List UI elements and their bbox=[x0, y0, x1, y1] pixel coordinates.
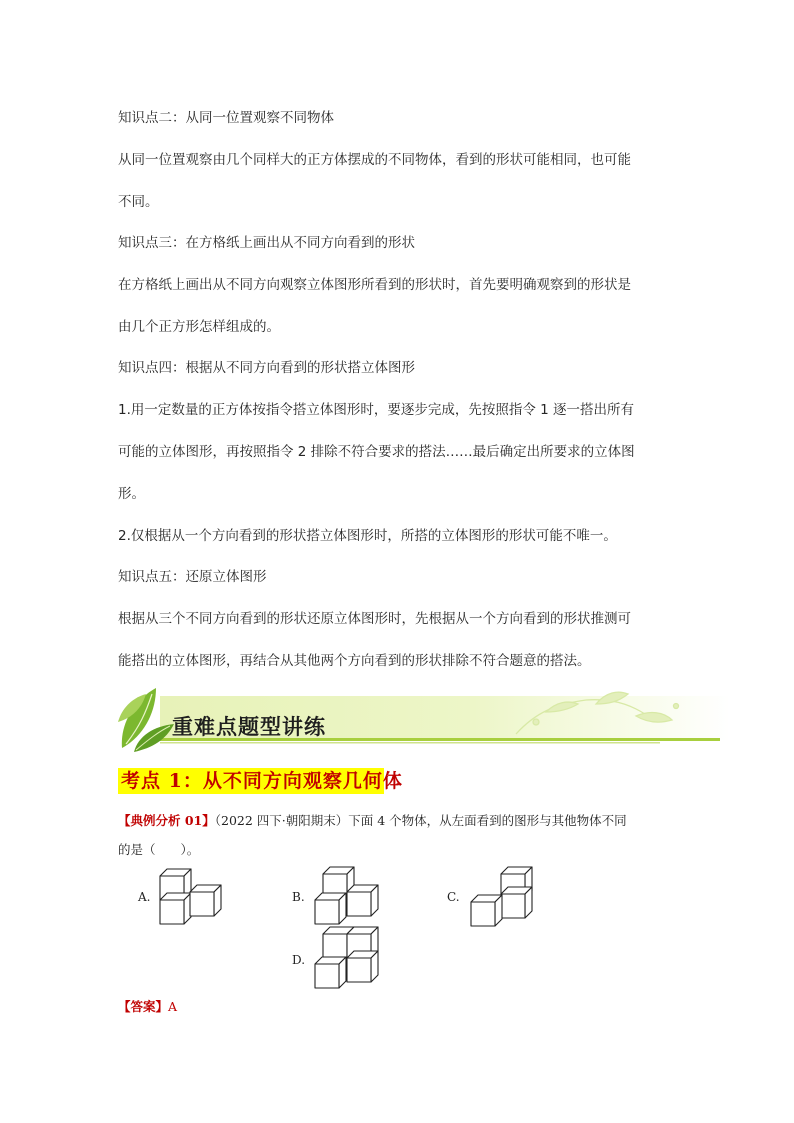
cube-shape bbox=[160, 893, 191, 924]
option-a-figure bbox=[158, 866, 228, 926]
heading-point-5: 知识点五：还原立体图形 bbox=[118, 569, 267, 585]
section-banner-title: 重难点题型讲练 bbox=[172, 715, 326, 739]
text-line: 在方格纸上画出从不同方向观察立体图形所看到的形状时，首先要明确观察到的形状是 bbox=[118, 277, 631, 293]
example-question: 下面 4 个物体，从左面看到的图形与其他物体不同 bbox=[348, 813, 627, 828]
example-question-line-2: 的是（ ）。 bbox=[118, 842, 200, 857]
cube-shape bbox=[347, 885, 378, 916]
text-line: 1.用一定数量的正方体按指令搭立体图形时，要逐步完成，先按照指令 1 逐一搭出所有 bbox=[118, 402, 635, 418]
text-line: 根据从三个不同方向看到的形状还原立体图形时，先根据从一个方向看到的形状推测可 bbox=[118, 611, 631, 627]
answer-tag: 【答案】 bbox=[118, 999, 169, 1014]
text-line: 不同。 bbox=[118, 194, 159, 210]
option-c-label: C. bbox=[447, 890, 460, 904]
example-tag: 【典例分析 01】 bbox=[118, 813, 215, 828]
cube-shape bbox=[347, 951, 378, 982]
text-line: 2.仅根据从一个方向看到的形状搭立体图形时，所搭的立体图形的形状可能不唯一。 bbox=[118, 528, 617, 544]
cube-shape bbox=[315, 957, 346, 988]
cube-shape bbox=[190, 885, 221, 916]
heading-point-3: 知识点三：在方格纸上画出从不同方向看到的形状 bbox=[118, 235, 415, 251]
example-source: （2022 四下·朝阳期末） bbox=[214, 813, 349, 828]
cube-shape bbox=[315, 893, 346, 924]
option-d-figure bbox=[313, 926, 383, 990]
cube-shape bbox=[501, 887, 532, 918]
text-line: 形。 bbox=[118, 486, 145, 502]
option-a-label: A. bbox=[138, 890, 151, 904]
answer-line bbox=[118, 998, 177, 1016]
answer-value: A bbox=[168, 999, 178, 1014]
option-c-figure bbox=[469, 866, 539, 926]
heading-point-4: 知识点四：根据从不同方向看到的形状搭立体图形 bbox=[118, 360, 415, 376]
text-line: 由几个正方形怎样组成的。 bbox=[118, 319, 280, 335]
example-question-line bbox=[118, 812, 627, 830]
text-line: 能搭出的立体图形，再结合从其他两个方向看到的形状排除不符合题意的搭法。 bbox=[118, 653, 591, 669]
kaodian-title: 考点 1：从不同方向观察几何体 bbox=[121, 770, 403, 792]
heading-point-2: 知识点二：从同一位置观察不同物体 bbox=[118, 110, 334, 126]
option-b-figure bbox=[313, 866, 383, 926]
text-line: 可能的立体图形，再按照指令 2 排除不符合要求的搭法……最后确定出所要求的立体图 bbox=[118, 444, 635, 460]
option-d-label: D. bbox=[292, 953, 306, 967]
text-line: 从同一位置观察由几个同样大的正方体摆成的不同物体，看到的形状可能相同，也可能 bbox=[118, 152, 631, 168]
cube-shape bbox=[471, 895, 502, 926]
option-b-label: B. bbox=[292, 890, 305, 904]
